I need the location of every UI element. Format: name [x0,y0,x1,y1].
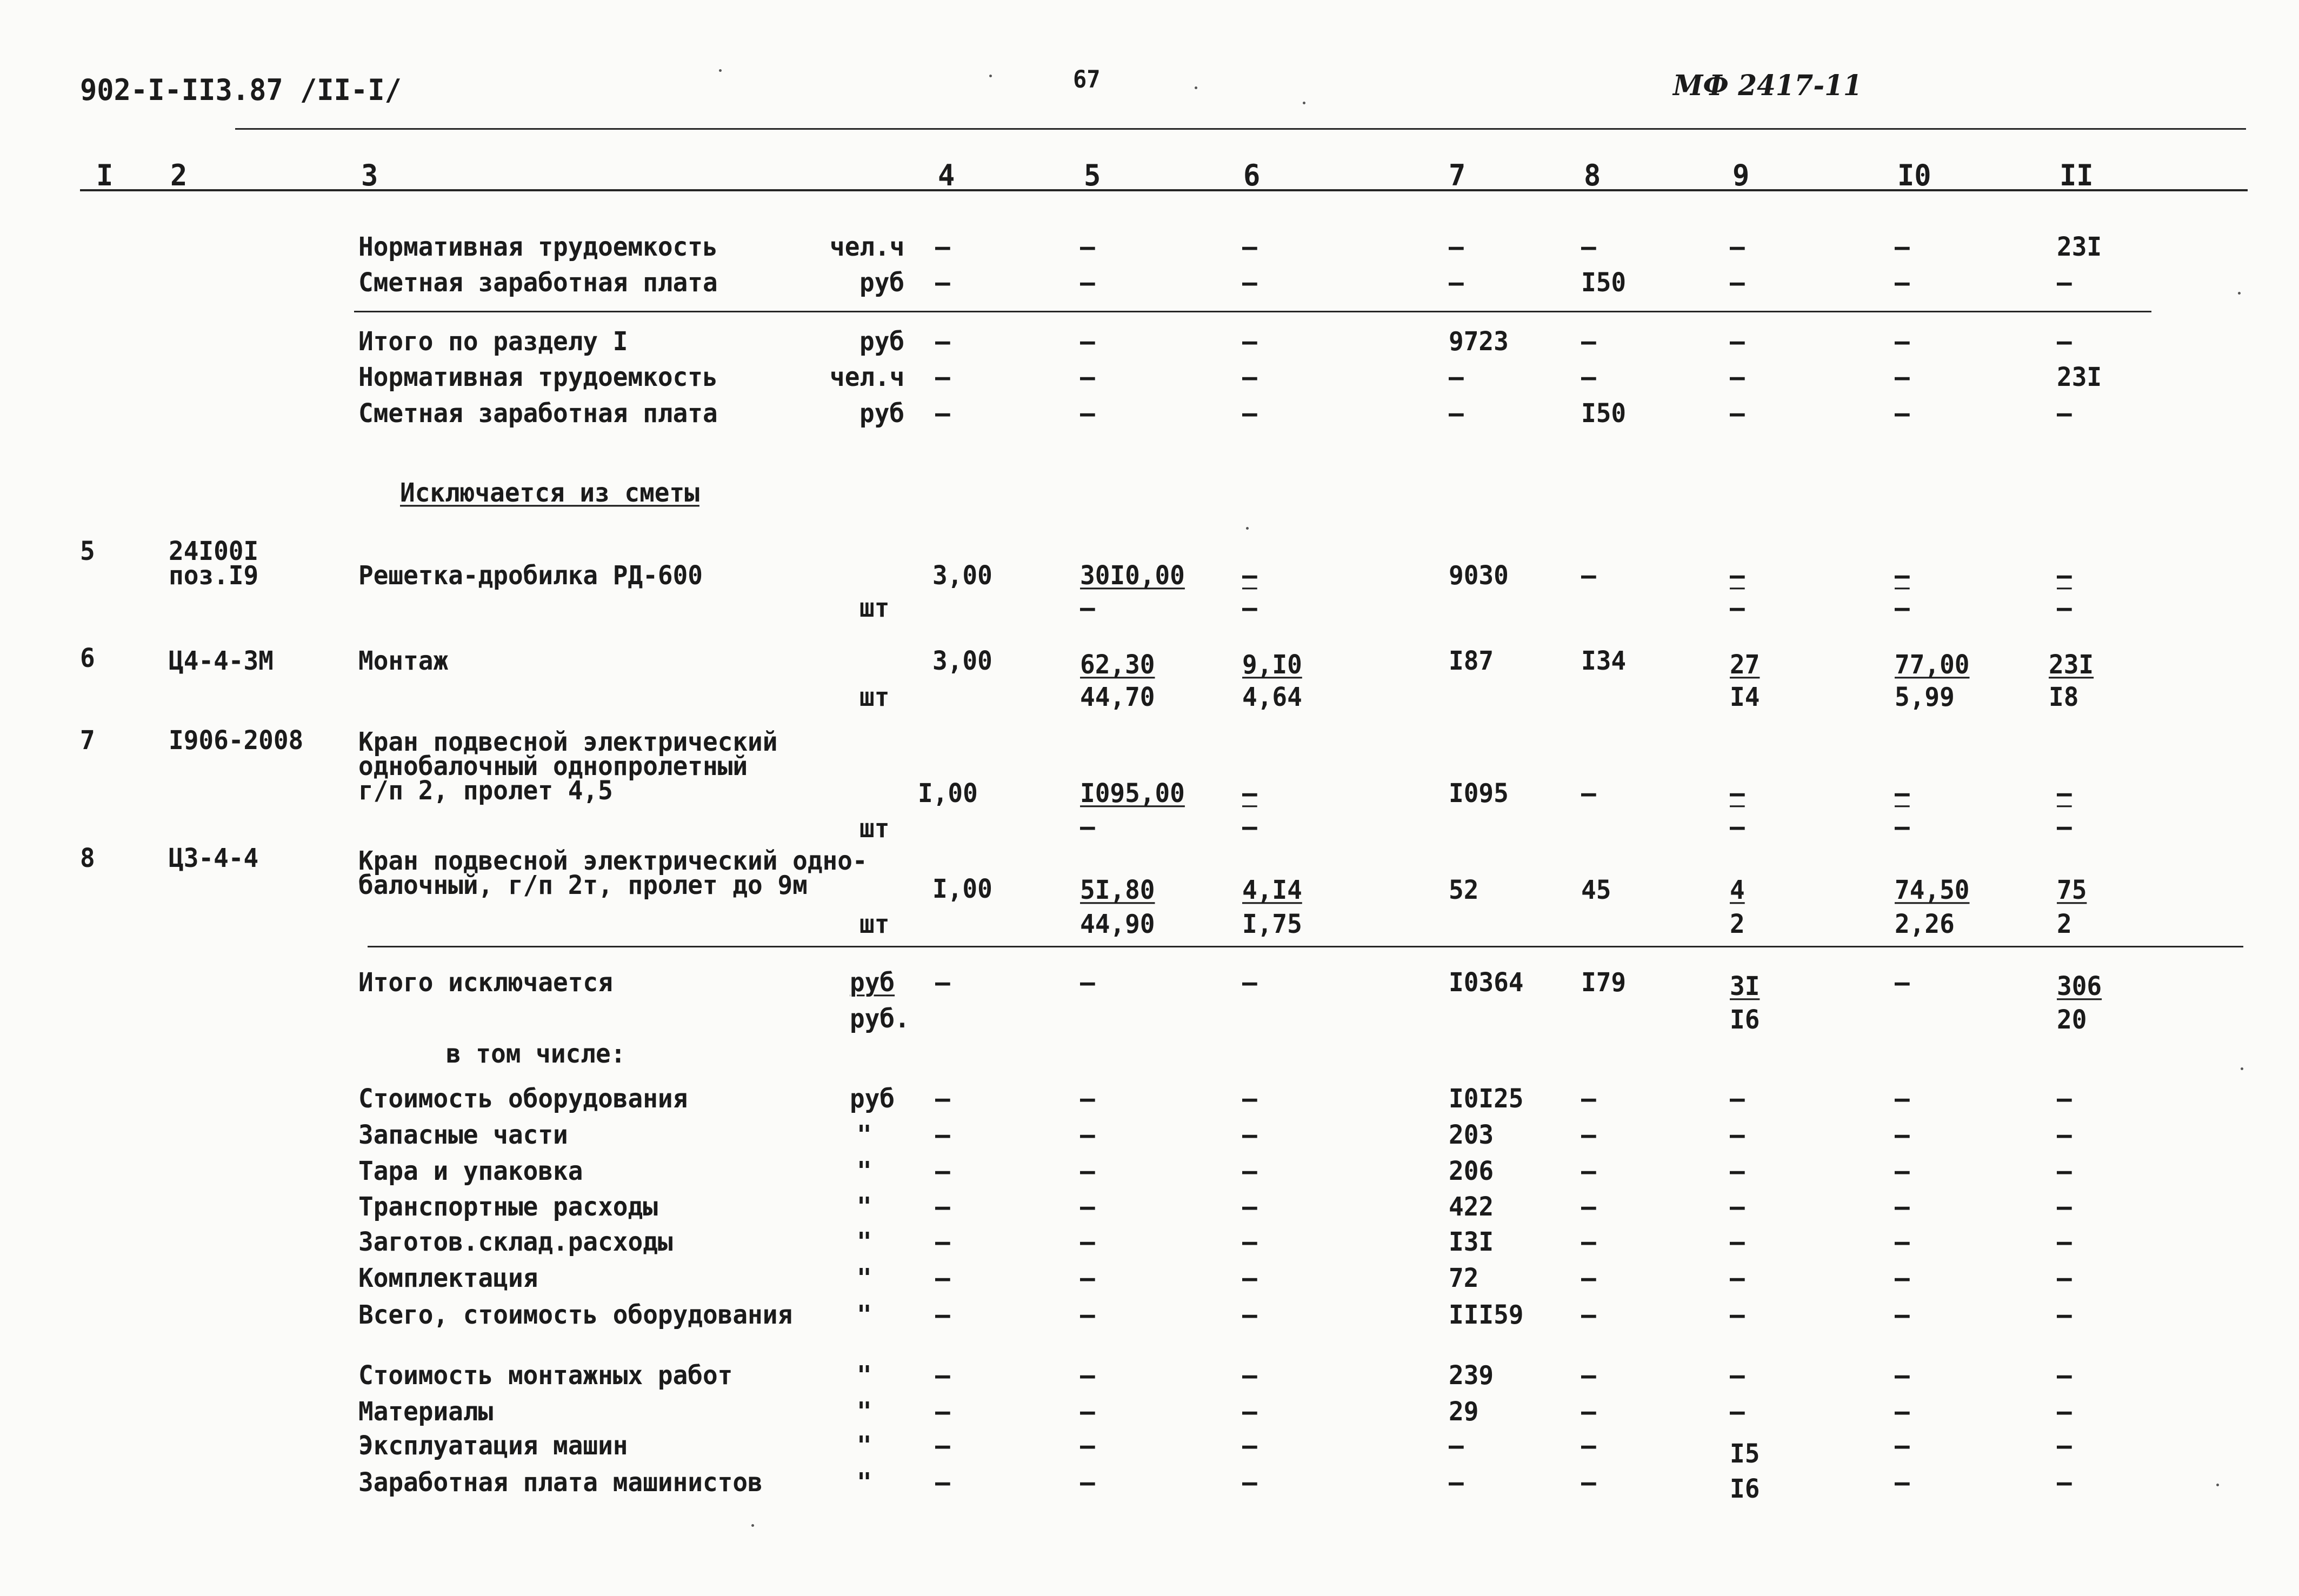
cell-c9: 3I [1730,970,1760,1001]
cell-c10: – [1895,1083,1910,1114]
cell-c8: – [1581,1299,1596,1330]
row-unit: руб [850,966,895,998]
cell-c10-lower: – [1895,592,1910,623]
cell-c9: – [1730,1083,1745,1114]
cell-c4: – [935,1466,950,1498]
cell-c11: 23I [2049,649,2094,680]
cell-c9: – [1730,1262,1745,1293]
cell-c9: – [1730,361,1745,392]
cell-c6-lower: 4,64 [1242,681,1302,712]
cell-c11: – [2057,1299,2072,1330]
position-number: 7 [80,724,95,756]
cell-c7: – [1449,231,1464,262]
row-name-line-3: г/п 2, пролет 4,5 [358,774,613,806]
cell-c4: – [935,231,950,262]
row-unit: чел.ч [830,231,905,262]
row-name: Сметная заработная плата [358,397,718,429]
cell-c5: – [1080,1395,1095,1427]
cell-c5: – [1080,325,1095,357]
row-name: Стоимость оборудования [358,1083,688,1114]
cell-c11: – [2057,1191,2072,1222]
row-name: Запасные части [358,1119,568,1150]
row-name: Итого по разделу I [358,325,628,357]
cell-c6-lower: I,75 [1242,908,1302,939]
cell-c7: 206 [1449,1155,1494,1186]
col-header-4: 4 [938,158,955,193]
row-name: Монтаж [358,645,449,676]
cell-c6: – [1242,1262,1257,1293]
cell-c11: – [2057,1119,2072,1150]
cell-c8: I50 [1581,397,1627,429]
cell-c10: 77,00 [1895,649,1970,680]
cell-c5: – [1080,966,1095,998]
cell-c9: – [1730,1119,1745,1150]
cell-c7: – [1449,266,1464,298]
cell-c4: – [935,1395,950,1427]
cell-c11: – [2057,1359,2072,1391]
cell-c6: – [1242,1119,1257,1150]
row-name-line-2: однобалочный однопролетный [358,750,748,782]
position-code: Ц4-4-3М [169,645,274,676]
cell-c11: – [2057,777,2072,809]
cell-c9: – [1730,1359,1745,1391]
cell-c7: – [1449,397,1464,429]
cell-c9: – [1730,777,1745,809]
row-name: Сметная заработная плата [358,266,718,298]
scan-speck [2238,292,2241,295]
row-unit: шт [859,681,890,712]
cell-c4: I,00 [918,777,978,809]
cell-c5: – [1080,1359,1095,1391]
cell-c5: – [1080,1119,1095,1150]
cell-c5: – [1080,1155,1095,1186]
cell-c4: 3,00 [932,645,992,676]
cell-c4: I,00 [932,873,992,904]
cell-c10: – [1895,1262,1910,1293]
cell-c9-lower: – [1730,592,1745,623]
cell-c4: – [935,1191,950,1222]
cell-c4: – [935,1262,950,1293]
cell-c10: – [1895,966,1910,998]
scan-speck [1303,102,1305,104]
cell-c6: 9,I0 [1242,649,1302,680]
cell-c10: – [1895,266,1910,298]
cell-c5: 30I0,00 [1080,559,1185,591]
col-header-2: 2 [170,158,188,193]
section-heading-excluded: Исключается из сметы [400,477,699,508]
cell-c8: – [1581,1466,1596,1498]
cell-c7: – [1449,1466,1464,1498]
cell-c6: – [1242,266,1257,298]
row-name: Материалы [358,1395,494,1427]
cell-c8: I34 [1581,645,1627,676]
cell-c10: – [1895,1466,1910,1498]
cell-c11: – [2057,1155,2072,1186]
cell-c6: – [1242,1395,1257,1427]
scan-speck [719,69,722,72]
cell-c6: – [1242,1155,1257,1186]
row-unit: " [857,1299,872,1330]
position-code: 24I00I [169,535,259,566]
cell-c11-lower: 20 [2057,1004,2087,1035]
cell-c11: – [2057,559,2072,591]
cell-c8: – [1581,1395,1596,1427]
cell-c8: – [1581,1226,1596,1257]
cell-c5: – [1080,1191,1095,1222]
cell-c9: – [1730,1226,1745,1257]
cell-c10-lower: 5,99 [1895,681,1955,712]
row-unit: руб [850,1083,895,1114]
cell-c7: – [1449,361,1464,392]
cell-c5: – [1080,266,1095,298]
cell-c11: – [2057,1466,2072,1498]
row-name-line-1: Кран подвесной электрический [358,726,778,757]
row-name: Эксплуатация машин [358,1430,628,1461]
cell-c9-lower: I4 [1730,681,1760,712]
cell-c4: – [935,1359,950,1391]
row-unit: шт [859,908,890,939]
row-unit: " [857,1191,872,1222]
cell-c8: – [1581,1119,1596,1150]
cell-c6-lower: – [1242,592,1257,623]
cell-c7: 9723 [1449,325,1509,357]
cell-c5: – [1080,1262,1095,1293]
row-name-line-2: балочный, г/п 2т, пролет до 9м [358,869,808,900]
row-name: Нормативная трудоемкость [358,231,718,262]
cell-c8: – [1581,1191,1596,1222]
cell-c7: I3I [1449,1226,1494,1257]
cell-c5: – [1080,1083,1095,1114]
row-name: Стоимость монтажных работ [358,1359,733,1391]
cell-c10: – [1895,1395,1910,1427]
scan-speck [2241,1067,2243,1070]
cell-c11: 23I [2057,231,2102,262]
cell-c7: III59 [1449,1299,1524,1330]
col-header-9: 9 [1732,158,1750,193]
col-header-5: 5 [1084,158,1101,193]
cell-c6: 4,I4 [1242,874,1302,905]
scan-speck [2216,1484,2219,1486]
row-name: Тара и упаковка [358,1155,583,1186]
cell-c8: – [1581,1155,1596,1186]
cell-c4: – [935,397,950,429]
cell-c11: – [2057,1395,2072,1427]
position-number: 6 [80,642,95,673]
cell-c7: I0364 [1449,966,1524,998]
row-unit: " [857,1226,872,1257]
cell-c4: – [935,1083,950,1114]
col-header-8: 8 [1584,158,1601,193]
row-name: Заготов.склад.расходы [358,1226,673,1257]
cell-c9: I6 [1730,1473,1760,1504]
cell-c8: – [1581,777,1596,809]
row-name: Комплектация [358,1262,538,1293]
cell-c10: – [1895,559,1910,591]
cell-c8: – [1581,1262,1596,1293]
cell-c6: – [1242,1299,1257,1330]
cell-c5-lower: – [1080,811,1095,842]
col-header-6: 6 [1243,158,1261,193]
cell-c6: – [1242,397,1257,429]
cell-c11: – [2057,1262,2072,1293]
cell-c9: – [1730,231,1745,262]
cell-c8: – [1581,1430,1596,1461]
cell-c6: – [1242,361,1257,392]
scan-speck [751,1524,754,1527]
cell-c6: – [1242,1191,1257,1222]
cell-c11: 23I [2057,361,2102,392]
cell-c11-lower: – [2057,811,2072,842]
scan-speck [1246,527,1249,530]
row-unit: руб [859,266,905,298]
cell-c9: I5 [1730,1438,1760,1469]
cell-c9: 27 [1730,649,1760,680]
cell-c7: – [1449,1430,1464,1461]
cell-c5: 62,30 [1080,649,1155,680]
including-heading: в том числе: [446,1038,626,1069]
header-rule-upper [235,128,2246,130]
cell-c5: – [1080,361,1095,392]
cell-c7: 72 [1449,1262,1479,1293]
cell-c7: 203 [1449,1119,1494,1150]
cell-c10: – [1895,1299,1910,1330]
cell-c8: 45 [1581,874,1611,905]
cell-c10: – [1895,231,1910,262]
cell-c11: 75 [2057,874,2087,905]
cell-c8: – [1581,1083,1596,1114]
cell-c7: 422 [1449,1191,1494,1222]
archive-stamp: МФ 2417-11 [1673,68,1862,102]
cell-c7: I095 [1449,777,1509,809]
cell-c9-lower: – [1730,811,1745,842]
cell-c10: – [1895,397,1910,429]
cell-c8: – [1581,1359,1596,1391]
position-code: I906-2008 [169,724,304,756]
cell-c6: – [1242,966,1257,998]
cell-c11: – [2057,397,2072,429]
cell-c10-lower: – [1895,811,1910,842]
row-unit-lower: руб. [850,1003,910,1034]
cell-c8: I50 [1581,266,1627,298]
cell-c4: – [935,361,950,392]
col-header-1: I [96,158,114,193]
position-code: Ц3-4-4 [169,842,259,873]
cell-c6: – [1242,1466,1257,1498]
cell-c5: – [1080,1466,1095,1498]
cell-c5-lower: 44,90 [1080,908,1155,939]
cell-c8: I79 [1581,966,1627,998]
cell-c4: – [935,266,950,298]
cell-c10-lower: 2,26 [1895,908,1955,939]
cell-c6: – [1242,1430,1257,1461]
row-name: Всего, стоимость оборудования [358,1299,793,1330]
cell-c6: – [1242,1226,1257,1257]
cell-c5: – [1080,231,1095,262]
cell-c8: – [1581,325,1596,357]
row-unit: чел.ч [830,361,905,392]
scan-speck [1195,86,1197,89]
cell-c10: – [1895,1226,1910,1257]
row-unit: " [857,1430,872,1461]
cell-c6-lower: – [1242,811,1257,842]
position-number: 8 [80,842,95,873]
cell-c5-lower: – [1080,592,1095,623]
row-unit: " [857,1466,872,1498]
cell-c9: – [1730,1299,1745,1330]
cell-c4: – [935,325,950,357]
cell-c4: – [935,1119,950,1150]
cell-c9: – [1730,397,1745,429]
cell-c5: – [1080,397,1095,429]
cell-c5: – [1080,1226,1095,1257]
col-header-3: 3 [361,158,378,193]
row-unit: " [857,1359,872,1391]
cell-c5-lower: 44,70 [1080,681,1155,712]
row-unit: шт [859,592,890,623]
cell-c10: – [1895,1155,1910,1186]
cell-c6: – [1242,1359,1257,1391]
col-header-10: I0 [1897,158,1931,193]
cell-c11: 306 [2057,970,2102,1001]
cell-c11-lower: 2 [2057,908,2072,939]
cell-c8: – [1581,231,1596,262]
cell-c6: – [1242,1083,1257,1114]
cell-c7: I0I25 [1449,1083,1524,1114]
row-unit: " [857,1395,872,1427]
cell-c10: – [1895,361,1910,392]
cell-c11-lower: I8 [2049,681,2079,712]
cell-c9: – [1730,325,1745,357]
cell-c10: 74,50 [1895,874,1970,905]
cell-c11: – [2057,1083,2072,1114]
cell-c10: – [1895,325,1910,357]
cell-c5: – [1080,1430,1095,1461]
cell-c9-lower: I6 [1730,1004,1760,1035]
cell-c9: 4 [1730,874,1745,905]
cell-c11-lower: – [2057,592,2072,623]
row-name: Транспортные расходы [358,1191,658,1222]
cell-c4: – [935,1299,950,1330]
row-unit: руб [859,397,905,429]
cell-c5: – [1080,1299,1095,1330]
row-name: Итого исключается [358,966,613,998]
row-name: Решетка-дробилка РД-600 [358,559,703,591]
cell-c11: – [2057,266,2072,298]
row-unit: " [857,1155,872,1186]
cell-c4: – [935,1155,950,1186]
cell-c4: – [935,1430,950,1461]
scan-speck [989,75,992,77]
cell-c4: – [935,1226,950,1257]
cell-c5: I095,00 [1080,777,1185,809]
cell-c9: – [1730,1155,1745,1186]
cell-c11: – [2057,1430,2072,1461]
row-unit: шт [859,812,890,844]
total-rule [368,946,2243,947]
section-rule [354,311,2151,312]
cell-c8: – [1581,559,1596,591]
cell-c10: – [1895,777,1910,809]
position-code-sub: поз.I9 [169,559,259,591]
cell-c5: 5I,80 [1080,874,1155,905]
col-header-7: 7 [1449,158,1466,193]
cell-c9: – [1730,559,1745,591]
row-name: Нормативная трудоемкость [358,361,718,392]
cell-c6: – [1242,325,1257,357]
cell-c7: I87 [1449,645,1494,676]
row-unit: " [857,1262,872,1293]
cell-c11: – [2057,325,2072,357]
cell-c9: – [1730,266,1745,298]
cell-c4: 3,00 [932,559,992,591]
cell-c9-lower: 2 [1730,908,1745,939]
position-number: 5 [80,535,95,566]
cell-c6: – [1242,559,1257,591]
cell-c7: 52 [1449,874,1479,905]
cell-c4: – [935,966,950,998]
col-header-11: II [2060,158,2094,193]
cell-c6: – [1242,777,1257,809]
cell-c9: – [1730,1191,1745,1222]
cell-c7: 239 [1449,1359,1494,1391]
page-number: 67 [1073,65,1101,94]
row-unit: руб [859,325,905,357]
cell-c10: – [1895,1359,1910,1391]
document-code: 902-I-II3.87 /II-I/ [80,73,402,108]
cell-c6: – [1242,231,1257,262]
cell-c11: – [2057,1226,2072,1257]
row-name: Заработная плата машинистов [358,1466,763,1498]
cell-c8: – [1581,361,1596,392]
cell-c9: – [1730,1395,1745,1427]
cell-c10: – [1895,1430,1910,1461]
cell-c7: 9030 [1449,559,1509,591]
row-name-line-1: Кран подвесной электрический одно- [358,845,868,876]
cell-c10: – [1895,1119,1910,1150]
row-unit: " [857,1119,872,1150]
cell-c10: – [1895,1191,1910,1222]
cell-c7: 29 [1449,1395,1479,1427]
